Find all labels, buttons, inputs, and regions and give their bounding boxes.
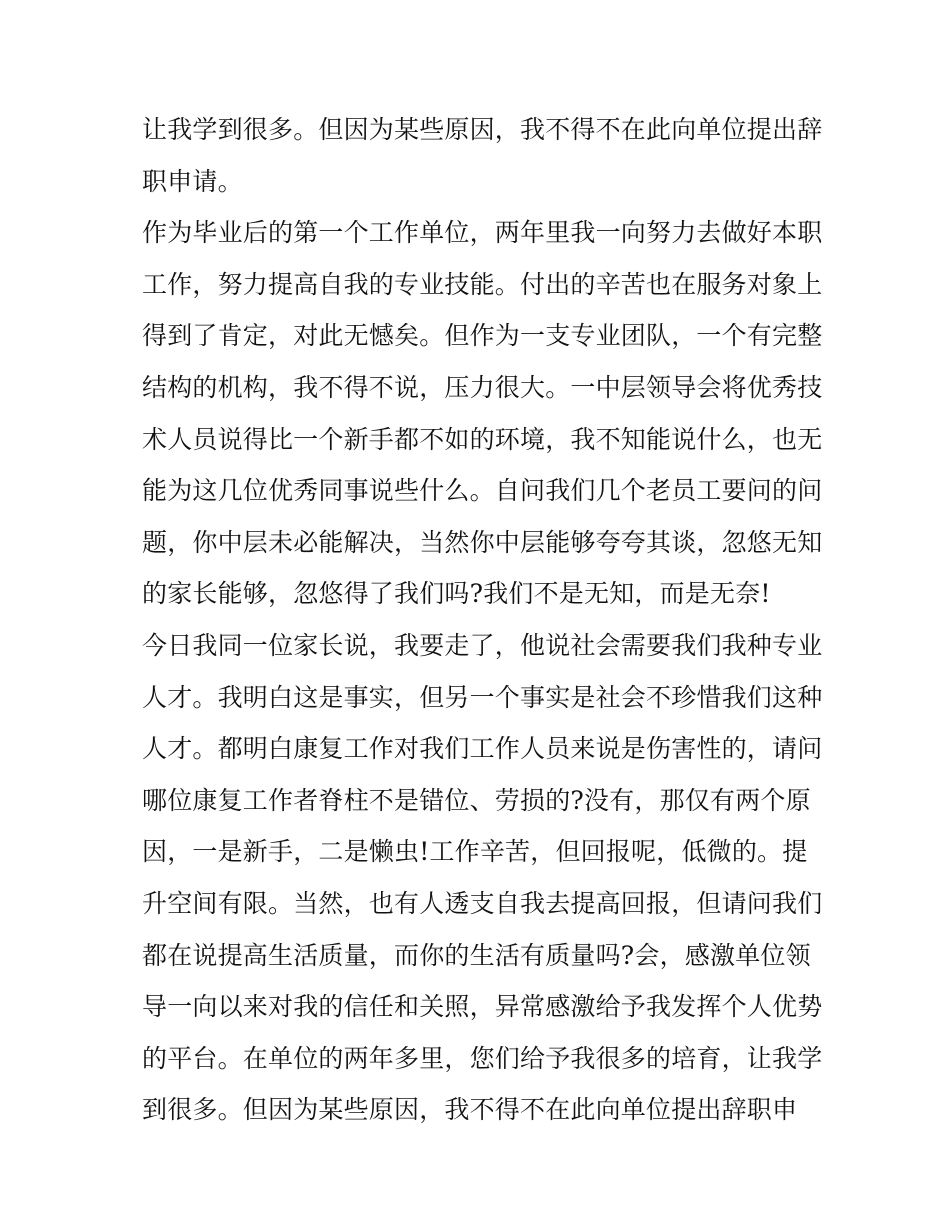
text-line: 升空间有限。当然，也有人透支自我去提高回报，但请问我们 — [142, 888, 822, 918]
text-line: 作为毕业后的第一个工作单位，两年里我一向努力去做好本职 — [142, 218, 822, 248]
text-line: 导一向以来对我的信任和关照，异常感激给予我发挥个人优势 — [142, 992, 822, 1022]
text-line: 哪位康复工作者脊柱不是错位、劳损的?没有，那仅有两个原 — [142, 785, 811, 815]
text-line: 人才。我明白这是事实，但另一个事实是社会不珍惜我们这种 — [142, 682, 822, 712]
text-line: 人才。都明白康复工作对我们工作人员来说是伤害性的，请问 — [142, 734, 822, 764]
text-line: 得到了肯定，对此无憾矣。但作为一支专业团队，一个有完整 — [142, 321, 822, 351]
text-line: 术人员说得比一个新手都不如的环境，我不知能说什么，也无 — [142, 424, 822, 454]
text-line: 结构的机构，我不得不说，压力很大。一中层领导会将优秀技 — [142, 372, 822, 402]
text-line: 今日我同一位家长说，我要走了，他说社会需要我们我种专业 — [142, 630, 822, 660]
text-line: 到很多。但因为某些原因，我不得不在此向单位提出辞职申 — [142, 1095, 798, 1125]
text-line: 让我学到很多。但因为某些原因，我不得不在此向单位提出辞 — [142, 115, 822, 144]
body-text — [142, 104, 822, 1136]
text-line: 题，你中层未必能解决，当然你中层能够夸夸其谈，忽悠无知 — [142, 527, 822, 557]
text-line: 的家长能够，忽悠得了我们吗?我们不是无知，而是无奈! — [142, 579, 771, 609]
text-line: 能为这几位优秀同事说些什么。自问我们几个老员工要问的问 — [142, 476, 822, 506]
text-line: 因，一是新手，二是懒虫!工作辛苦，但回报呢，低微的。提 — [142, 837, 808, 867]
text-line: 都在说提高生活质量，而你的生活有质量吗?会，感激单位领 — [142, 940, 811, 970]
text-line: 的平台。在单位的两年多里，您们给予我很多的培育，让我学 — [142, 1043, 822, 1073]
text-line: 职申请。 — [142, 166, 243, 196]
text-line: 工作，努力提高自我的专业技能。付出的辛苦也在服务对象上 — [142, 269, 822, 299]
